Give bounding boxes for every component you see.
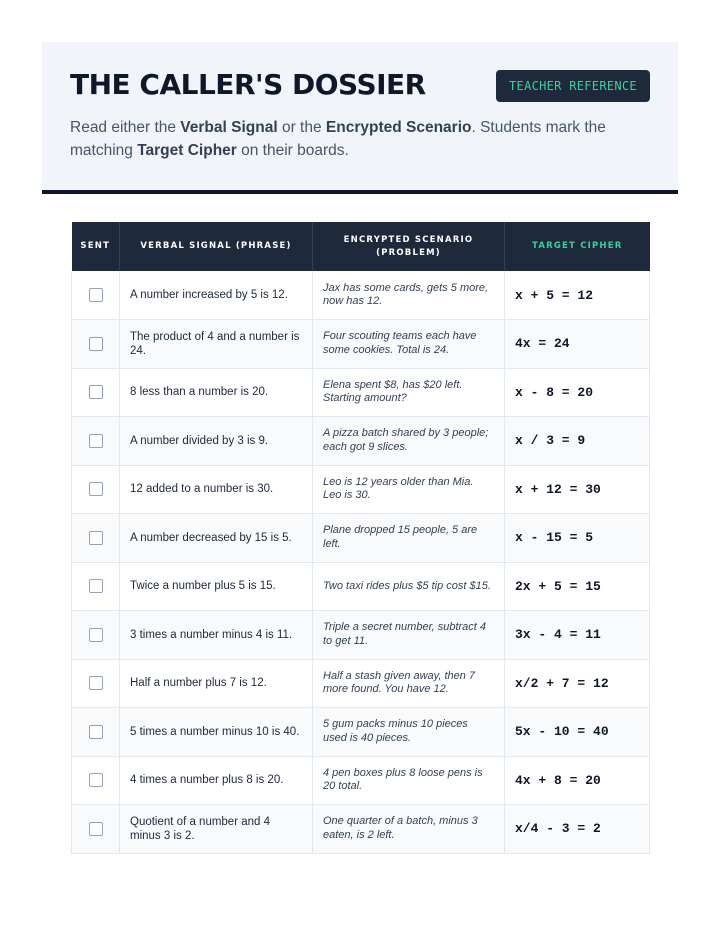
sent-checkbox[interactable] [89, 482, 103, 496]
table-row [72, 805, 650, 854]
encrypted-scenario-cell: Two taxi rides plus $5 tip cost $15. [313, 562, 505, 611]
verbal-signal-cell: A number divided by 3 is 9. [120, 417, 313, 466]
target-cipher-cell: x/2 + 7 = 12 [505, 659, 650, 708]
encrypted-scenario-cell: Jax has some cards, gets 5 more, now has 12. [313, 271, 505, 320]
encrypted-scenario-cell: 4 pen boxes plus 8 loose pens is 20 total. [313, 756, 505, 805]
target-cipher-cell: 4x = 24 [505, 320, 650, 369]
target-cipher-cell: x - 8 = 20 [505, 368, 650, 417]
sent-cell [72, 465, 120, 514]
teacher-reference-badge: TEACHER REFERENCE [496, 70, 650, 102]
encrypted-scenario-cell: A pizza batch shared by 3 people; each got 9 slices. [313, 417, 505, 466]
column-header-problem: ENCRYPTED SCENARIO (PROBLEM) [313, 222, 505, 271]
sent-checkbox[interactable] [89, 434, 103, 448]
sent-checkbox[interactable] [89, 288, 103, 302]
verbal-signal-cell: 3 times a number minus 4 is 11. [120, 611, 313, 660]
verbal-signal-cell: 8 less than a number is 20. [120, 368, 313, 417]
table-row [72, 756, 650, 805]
sent-cell [72, 756, 120, 805]
verbal-signal-cell: A number decreased by 15 is 5. [120, 514, 313, 563]
table-row [72, 417, 650, 466]
sent-cell [72, 805, 120, 854]
target-cipher-cell: 3x - 4 = 11 [505, 611, 650, 660]
verbal-signal-cell: Twice a number plus 5 is 15. [120, 562, 313, 611]
table-header-row [72, 222, 650, 271]
intro-text: Read either the Verbal Signal or the Encrypted Scenario. Students mark the matching Target Cipher on their boards. [70, 119, 606, 159]
table-row [72, 514, 650, 563]
verbal-signal-cell: 4 times a number plus 8 is 20. [120, 756, 313, 805]
sent-checkbox[interactable] [89, 773, 103, 787]
target-cipher-cell: x / 3 = 9 [505, 417, 650, 466]
table-row [72, 611, 650, 660]
sent-cell [72, 562, 120, 611]
encrypted-scenario-cell: Triple a secret number, subtract 4 to get 11. [313, 611, 505, 660]
target-cipher-cell: x + 5 = 12 [505, 271, 650, 320]
sent-checkbox[interactable] [89, 385, 103, 399]
sent-cell [72, 320, 120, 369]
table-row [72, 562, 650, 611]
sent-cell [72, 659, 120, 708]
encrypted-scenario-cell: Plane dropped 15 people, 5 are left. [313, 514, 505, 563]
target-cipher-cell: 5x - 10 = 40 [505, 708, 650, 757]
table-row [72, 271, 650, 320]
dossier-table-wrapper [71, 222, 649, 854]
table-row [72, 320, 650, 369]
table-row [72, 659, 650, 708]
sent-checkbox[interactable] [89, 628, 103, 642]
sent-checkbox[interactable] [89, 579, 103, 593]
table-row [72, 708, 650, 757]
sent-cell [72, 417, 120, 466]
sent-cell [72, 708, 120, 757]
encrypted-scenario-cell: Four scouting teams each have some cookies. Total is 24. [313, 320, 505, 369]
verbal-signal-cell: The product of 4 and a number is 24. [120, 320, 313, 369]
target-cipher-cell: x - 15 = 5 [505, 514, 650, 563]
encrypted-scenario-cell: One quarter of a batch, minus 3 eaten, is 2 left. [313, 805, 505, 854]
header-panel [42, 42, 678, 194]
sent-cell [72, 611, 120, 660]
target-cipher-cell: x/4 - 3 = 2 [505, 805, 650, 854]
sent-checkbox[interactable] [89, 822, 103, 836]
verbal-signal-cell: 12 added to a number is 30. [120, 465, 313, 514]
encrypted-scenario-cell: 5 gum packs minus 10 pieces used is 40 pieces. [313, 708, 505, 757]
target-cipher-cell: 2x + 5 = 15 [505, 562, 650, 611]
verbal-signal-cell: Half a number plus 7 is 12. [120, 659, 313, 708]
encrypted-scenario-cell: Elena spent $8, has $20 left. Starting amount? [313, 368, 505, 417]
verbal-signal-cell: A number increased by 5 is 12. [120, 271, 313, 320]
sent-cell [72, 514, 120, 563]
column-header-sent: SENT [72, 222, 120, 271]
verbal-signal-cell: Quotient of a number and 4 minus 3 is 2. [120, 805, 313, 854]
sent-cell [72, 368, 120, 417]
sent-checkbox[interactable] [89, 725, 103, 739]
sent-checkbox[interactable] [89, 337, 103, 351]
sent-checkbox[interactable] [89, 676, 103, 690]
target-cipher-cell: 4x + 8 = 20 [505, 756, 650, 805]
verbal-signal-cell: 5 times a number minus 10 is 40. [120, 708, 313, 757]
sent-cell [72, 271, 120, 320]
sent-checkbox[interactable] [89, 531, 103, 545]
encrypted-scenario-cell: Half a stash given away, then 7 more found. You have 12. [313, 659, 505, 708]
column-header-cipher: TARGET CIPHER [532, 241, 623, 251]
table-row [72, 465, 650, 514]
dossier-table [71, 222, 650, 854]
table-row [72, 368, 650, 417]
column-header-phrase: VERBAL SIGNAL (PHRASE) [120, 222, 313, 271]
encrypted-scenario-cell: Leo is 12 years older than Mia. Leo is 30. [313, 465, 505, 514]
page-title: THE CALLER'S DOSSIER [70, 68, 426, 101]
target-cipher-cell: x + 12 = 30 [505, 465, 650, 514]
